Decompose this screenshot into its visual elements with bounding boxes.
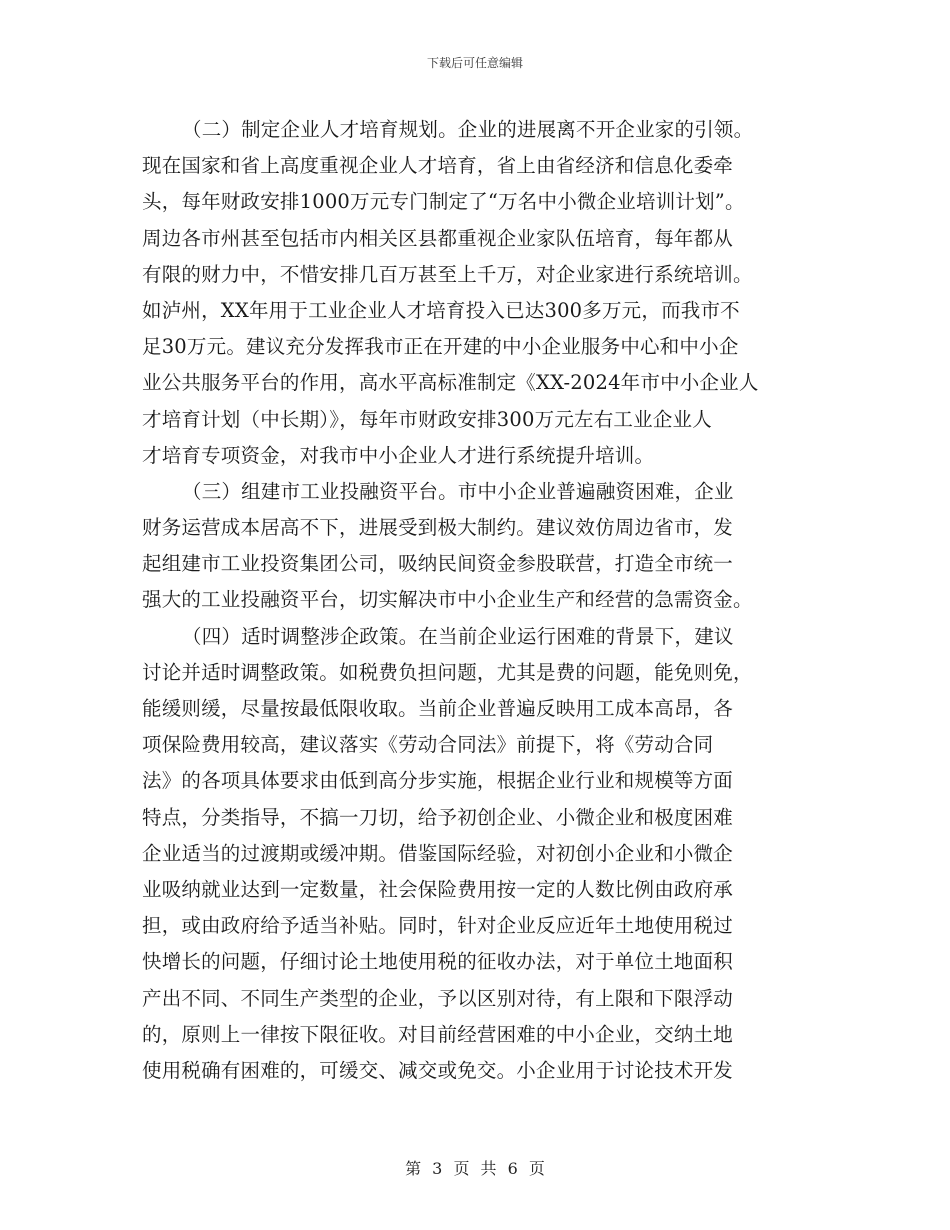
text-line: 才培育计划（中长期）》，每年市财政安排300万元左右工业企业人 (142, 407, 712, 431)
text-line: 有限的财力中，不惜安排几百万甚至上千万，对企业家进行系统培训。 (142, 262, 753, 286)
text-line: 担，或由政府给予适当补贴。同时，针对企业反应近年土地使用税过 (142, 914, 734, 938)
text-line: 如泸州，XX年用于工业企业人才培育投入已达300多万元，而我市不 (142, 298, 740, 322)
text-line: 周边各市州甚至包括市内相关区县都重视企业家队伍培育，每年都从 (142, 226, 734, 250)
page-footer: 第 3 页 共 6 页 (405, 1159, 545, 1178)
text-line: 能缓则缓，尽量按最低限收取。当前企业普遍反映用工成本高昂，各 (142, 697, 734, 720)
text-line: 企业适当的过渡期或缓冲期。借鉴国际经验，对初创小企业和小微企 (142, 841, 734, 865)
text-line: 才培育专项资金，对我市中小企业人才进行系统提升培训。 (142, 443, 655, 467)
page-header: 下载后可任意编辑 (426, 56, 523, 70)
text-line: 强大的工业投融资平台，切实解决市中小企业生产和经营的急需资金。 (142, 588, 753, 612)
paragraph-investment-platform (142, 474, 822, 619)
text-line: 法》的各项具体要求由低到高分步实施，根据企业行业和规模等方面 (142, 769, 734, 793)
text-line: 现在国家和省上高度重视企业人才培育，省上由省经济和信息化委牵 (142, 154, 734, 178)
text-line: 使用税确有困难的，可缓交、减交或免交。小企业用于讨论技术开发 (142, 1058, 734, 1082)
text-line: 项保险费用较高，建议落实《劳动合同法》前提下，将《劳动合同 (142, 733, 714, 757)
text-line: 产出不同、不同生产类型的企业，予以区别对待，有上限和下限浮动 (142, 986, 734, 1010)
text-line: （四）适时调整涉企政策。在当前企业运行困难的背景下，建议 (182, 624, 734, 648)
text-line: 头，每年财政安排1000万元专门制定了“万名中小微企业培训计划”。 (142, 190, 745, 214)
text-line: 快增长的问题，仔细讨论土地使用税的征收办法，对于单位土地面积 (142, 950, 734, 974)
paragraph-policy-adjustment (142, 619, 822, 1089)
text-line: 起组建市工业投资集团公司，吸纳民间资金参股联营，打造全市统一 (142, 552, 734, 576)
text-line: 财务运营成本居高不下，进展受到极大制约。建议效仿周边省市，发 (142, 516, 734, 540)
text-line: 讨论并适时调整政策。如税费负担问题，尤其是费的问题，能免则免， (142, 660, 753, 684)
document-body (142, 112, 822, 1089)
text-line: （三）组建市工业投融资平台。市中小企业普遍融资困难，企业 (182, 479, 734, 503)
text-line: 足30万元。建议充分发挥我市正在开建的中小企业服务中心和中小企 (142, 335, 739, 359)
text-line: 业吸纳就业达到一定数量，社会保险费用按一定的人数比例由政府承 (142, 877, 734, 901)
text-line: （二）制定企业人才培育规划。企业的进展离不开企业家的引领。 (182, 118, 754, 141)
text-line: 业公共服务平台的作用，高水平高标准制定《XX-2024年市中小企业人 (142, 371, 759, 395)
text-line: 的，原则上一律按下限征收。对目前经营困难的中小企业，交纳土地 (142, 1022, 734, 1046)
paragraph-talent-planning (142, 112, 822, 474)
text-line: 特点，分类指导，不搞一刀切，给予初创企业、小微企业和极度困难 (142, 805, 734, 829)
